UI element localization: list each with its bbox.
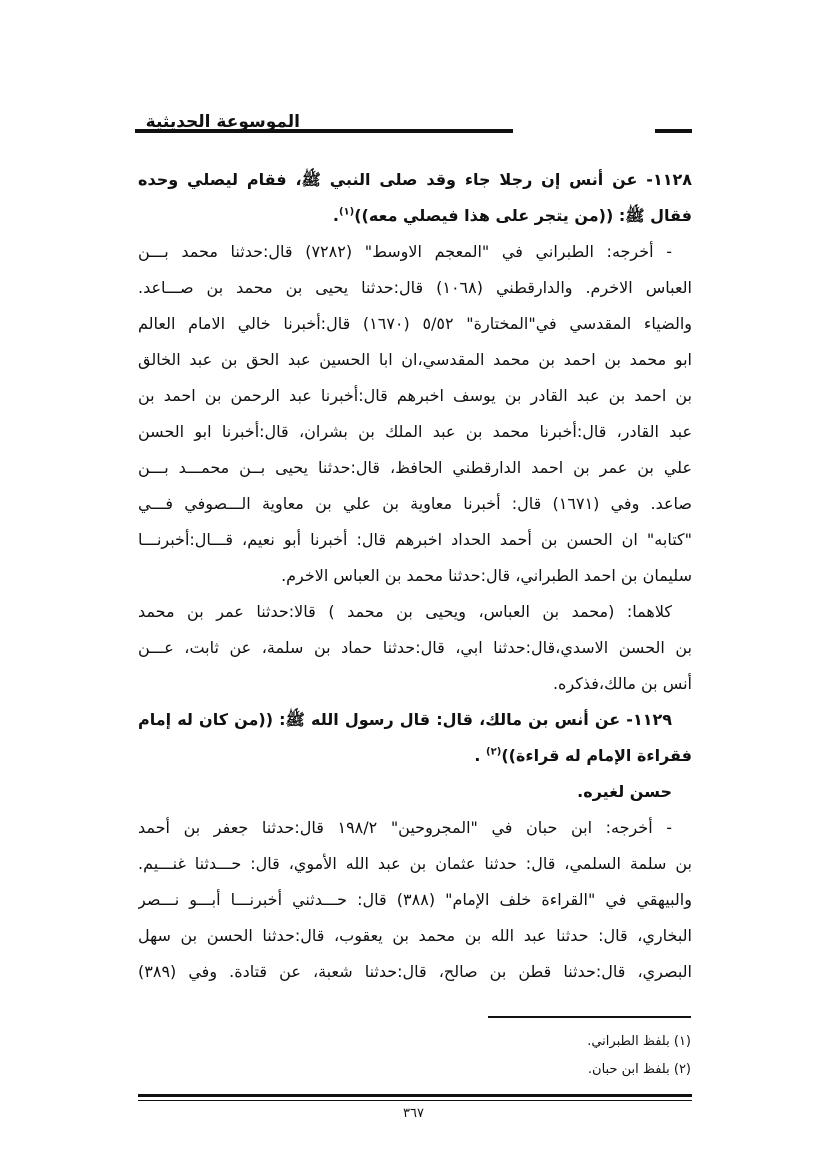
footnotes [587, 1028, 691, 1084]
text-line: كلاهما: (محمد بن العباس، ويحيى بن محمد ) قالا:حدثنا عمر بن محمد [138, 602, 672, 621]
text-line: سليمان بن احمد الطبراني، قال:حدثنا محمد بن العباس الاخرم. [281, 566, 692, 585]
header-rule-right [655, 129, 692, 133]
text-line: علي بن عمر بن احمد الدارقطني الحافظ، قال:حدثنا يحيى بــن محمـــد بـــن [138, 458, 692, 477]
footnote-marker: (٢) [486, 746, 502, 758]
text-line: أنس بن مالك،فذكره. [552, 674, 692, 693]
header-title: الموسوعة الحديثية [145, 112, 300, 132]
bottom-rule-thin [138, 1100, 692, 1101]
text-line: ١١٢٩- عن أنس بن مالك، قال: قال رسول الله ﷺ: ((من كان له إمام [138, 710, 672, 729]
footnote: (١) بلفظ الطبراني. [587, 1034, 691, 1049]
text-line: بن الحسن الاسدي،قال:حدثنا ابي، قال:حدثنا حماد بن سلمة، عن ثابت، عـــن [138, 638, 692, 657]
footnote: (٢) بلفظ ابن حبان. [587, 1062, 691, 1077]
text-line: - أخرجه: ابن حبان في "المجروحين" ١٩٨/٢ قال:حدثنا جعفر بن أحمد [138, 818, 672, 837]
text-line: حسن لغيره. [577, 782, 672, 801]
text-line: بن سلمة السلمي، قال: حدثنا عثمان بن عبد الله الأموي، قال: حـــدثنا غنـــيم. [138, 854, 692, 873]
text-line: البخاري، قال: حدثنا عبد الله بن محمد بن يعقوب، قال:حدثنا الحسن بن سهل [138, 926, 692, 945]
body-text [138, 162, 692, 990]
text-line: والبيهقي في "القراءة خلف الإمام" (٣٨٨) قال: حـــدثني أخبرنـــا أبـــو نـــصر [138, 890, 692, 909]
text-line: ابو محمد بن احمد بن محمد المقدسي،ان ابا الحسين عبد الحق بن عبد الخالق [138, 350, 692, 369]
text-line: والضياء المقدسي في"المختارة" ٥/٥٢ (١٦٧٠) قال:أخبرنا خالي الامام العالم [138, 314, 692, 333]
text-line: فقراءة الإمام له قراءة))$^{(٢)}$ . [474, 746, 692, 765]
text-line: ١١٢٨- عن أنس إن رجلا جاء وقد صلى النبي ﷺ، فقام ليصلي وحده [138, 170, 692, 189]
footnote-marker: (١) [338, 206, 355, 218]
text-line: صاعد. وفي (١٦٧١) قال: أخبرنا معاوية بن علي بن معاوية الـــصوفي فـــي [138, 494, 692, 513]
page-header [135, 110, 692, 140]
text-line: البصري، قال:حدثنا قطن بن صالح، قال:حدثنا شعبة، عن قتادة. وفي (٣٨٩) [138, 962, 692, 981]
text-line: فقال ﷺ: ((من يتجر على هذا فيصلي معه))$^{(١)}$. [332, 206, 692, 225]
page-number: ٣٦٧ [403, 1106, 424, 1121]
footnote-separator [488, 1016, 691, 1018]
text-line: عبد القادر، قال:أخبرنا محمد بن عبد الملك بن بشران، قال:أخبرنا ابو الحسن [138, 422, 692, 441]
text-line: "كتابه" ان الحسن بن أحمد الحداد اخبرهم قال: أخبرنا أبو نعيم، قـــال:أخبرنـــا [138, 530, 692, 549]
text-line: بن احمد بن عبد القادر بن يوسف اخبرهم قال:أخبرنا عبد الرحمن بن احمد بن [138, 386, 692, 405]
text-line: العباس الاخرم. والدارقطني (١٠٦٨) قال:حدثنا يحيى بن محمد بن صـــاعد. [138, 278, 692, 297]
text-line: - أخرجه: الطبراني في "المعجم الاوسط" (٧٢٨٢) قال:حدثنا محمد بـــن [138, 242, 673, 261]
bottom-rule [138, 1094, 692, 1097]
